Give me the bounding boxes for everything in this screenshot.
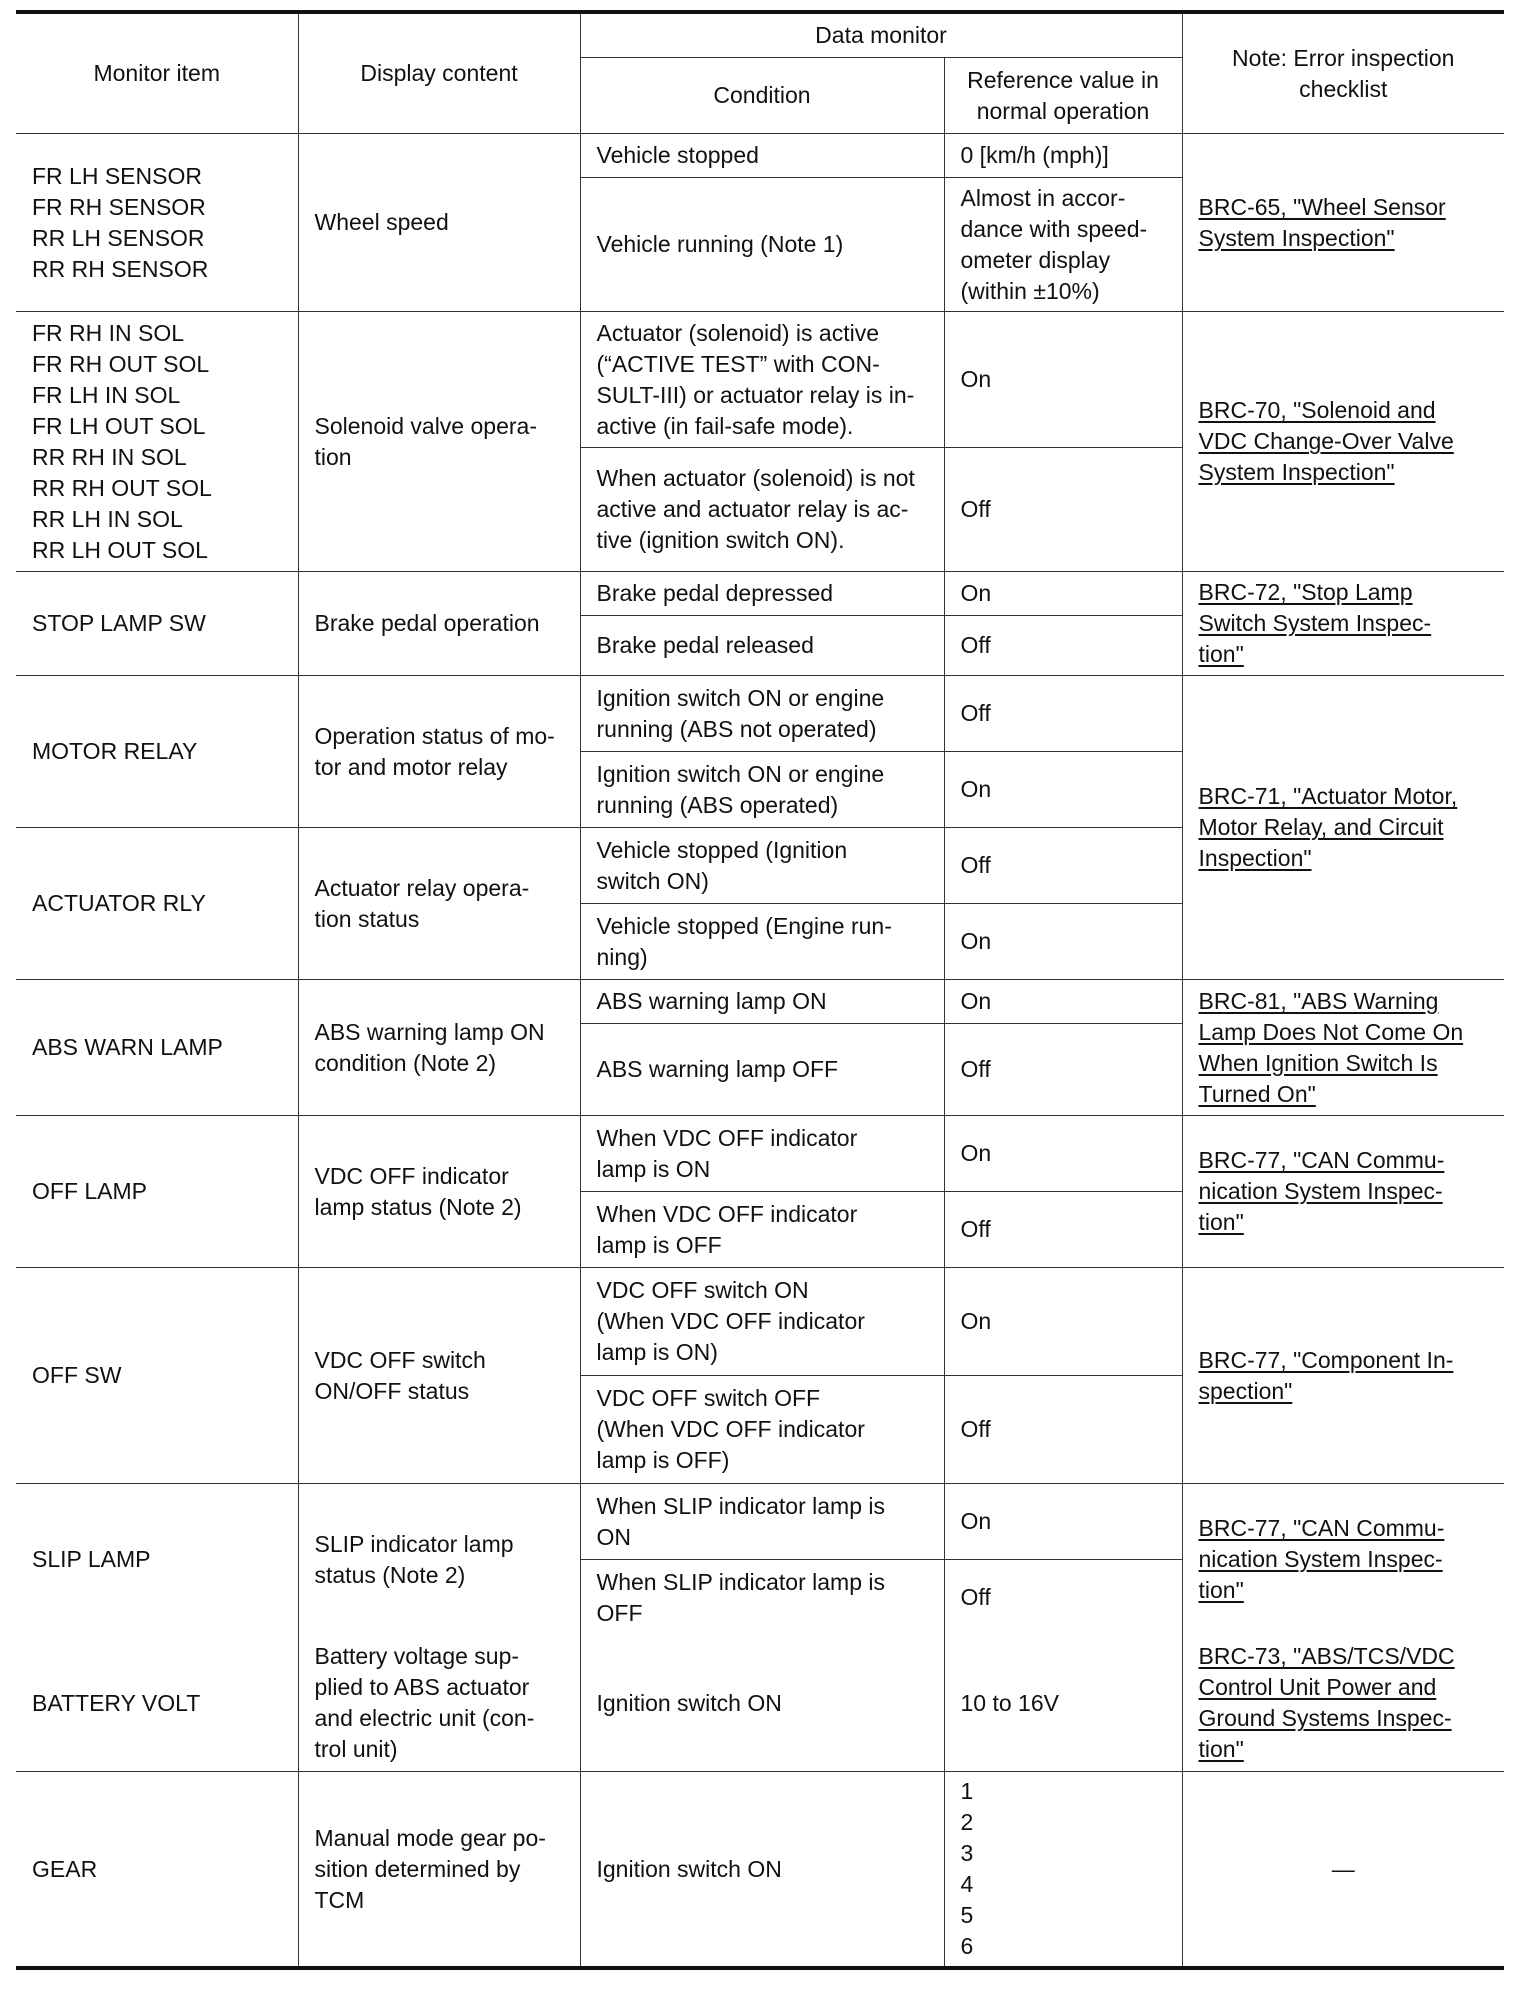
inspection-link[interactable]: BRC-70, "Solenoid and VDC Change-Over Valve System Inspection" (1198, 397, 1454, 485)
reference-value-cell: Off (944, 676, 1182, 752)
reference-value-cell: Off (944, 448, 1182, 572)
display-content-cell: ABS warning lamp ON condition (Note 2) (298, 980, 580, 1116)
monitor-item-cell: FR LH SENSOR FR RH SENSOR RR LH SENSOR RR RH SENSOR (16, 134, 298, 312)
display-content-cell: Brake pedal operation (298, 572, 580, 676)
note-cell (1182, 980, 1504, 1116)
condition-cell: When actuator (solenoid) is not active and actuator relay is ac- tive (ignition switch ON). (580, 448, 944, 572)
condition-cell: Actuator (solenoid) is active (“ACTIVE TEST” with CON- SULT-III) or actuator relay is in- active (in fail-safe mode). (580, 312, 944, 448)
reference-value-cell: On (944, 1484, 1182, 1560)
reference-value-cell: 0 [km/h (mph)] (944, 134, 1182, 178)
condition-cell: VDC OFF switch ON (When VDC OFF indicator lamp is ON) (580, 1268, 944, 1376)
table-row (16, 1772, 1504, 1969)
reference-value-cell: On (944, 980, 1182, 1024)
reference-value-cell: 1 2 3 4 5 6 (944, 1772, 1182, 1969)
reference-value-cell: On (944, 572, 1182, 616)
note-cell (1182, 134, 1504, 312)
table-row (16, 134, 1504, 178)
reference-value-cell: Off (944, 1024, 1182, 1116)
monitor-item-cell: STOP LAMP SW (16, 572, 298, 676)
display-content-cell: Wheel speed (298, 134, 580, 312)
monitor-item-cell: BATTERY VOLT (16, 1636, 298, 1772)
note-cell (1182, 1484, 1504, 1636)
header-note: Note: Error inspection checklist (1182, 12, 1504, 134)
table-row (16, 1116, 1504, 1192)
reference-value-cell: On (944, 904, 1182, 980)
condition-cell: Ignition switch ON (580, 1636, 944, 1772)
header-monitor-item: Monitor item (16, 12, 298, 134)
condition-cell: Vehicle running (Note 1) (580, 178, 944, 312)
inspection-link[interactable]: BRC-72, "Stop Lamp Switch System Inspec- tion" (1198, 579, 1432, 667)
note-cell (1182, 1268, 1504, 1484)
inspection-link[interactable]: BRC-81, "ABS Warning Lamp Does Not Come On When Ignition Switch Is Turned On" (1198, 987, 1464, 1107)
note-cell (1182, 312, 1504, 572)
condition-cell: Ignition switch ON or engine running (ABS not operated) (580, 676, 944, 752)
condition-cell: When SLIP indicator lamp is ON (580, 1484, 944, 1560)
header-display-content: Display content (298, 12, 580, 134)
monitor-item-cell: SLIP LAMP (16, 1484, 298, 1636)
table-row (16, 980, 1504, 1024)
reference-value-cell: 10 to 16V (944, 1636, 1182, 1772)
monitor-item-cell: MOTOR RELAY (16, 676, 298, 828)
inspection-link[interactable]: BRC-65, "Wheel Sensor System Inspection" (1198, 193, 1446, 251)
reference-value-cell: Off (944, 616, 1182, 676)
inspection-link[interactable]: BRC-77, "CAN Commu- nication System Inspec- tion" (1198, 1147, 1445, 1235)
inspection-link[interactable]: BRC-71, "Actuator Motor, Motor Relay, and Circuit Inspection" (1198, 783, 1458, 871)
monitor-item-cell: ABS WARN LAMP (16, 980, 298, 1116)
note-cell (1182, 1116, 1504, 1268)
table-row (16, 1636, 1504, 1772)
note-cell (1182, 1636, 1504, 1772)
condition-cell: ABS warning lamp OFF (580, 1024, 944, 1116)
display-content-cell: Battery voltage sup- plied to ABS actuator and electric unit (con- trol unit) (298, 1636, 580, 1772)
display-content-cell: VDC OFF switch ON/OFF status (298, 1268, 580, 1484)
reference-value-cell: Off (944, 828, 1182, 904)
reference-value-cell: On (944, 312, 1182, 448)
condition-cell: Vehicle stopped (Engine run- ning) (580, 904, 944, 980)
display-content-cell: SLIP indicator lamp status (Note 2) (298, 1484, 580, 1636)
reference-value-cell: Off (944, 1192, 1182, 1268)
reference-value-cell: Off (944, 1376, 1182, 1484)
condition-cell: Vehicle stopped (Ignition switch ON) (580, 828, 944, 904)
condition-cell: VDC OFF switch OFF (When VDC OFF indicator lamp is OFF) (580, 1376, 944, 1484)
condition-cell: Ignition switch ON (580, 1772, 944, 1969)
display-content-cell: VDC OFF indicator lamp status (Note 2) (298, 1116, 580, 1268)
monitor-item-cell: ACTUATOR RLY (16, 828, 298, 980)
monitor-item-cell: FR RH IN SOL FR RH OUT SOL FR LH IN SOL FR LH OUT SOL RR RH IN SOL RR RH OUT SOL RR LH IN SOL RR LH OUT SOL (16, 312, 298, 572)
reference-value-cell: On (944, 1268, 1182, 1376)
condition-cell: When VDC OFF indicator lamp is ON (580, 1116, 944, 1192)
condition-cell: Ignition switch ON or engine running (ABS operated) (580, 752, 944, 828)
monitor-item-cell: GEAR (16, 1772, 298, 1969)
header-data-monitor: Data monitor (580, 12, 1182, 58)
monitor-item-table (16, 10, 1504, 1970)
condition-cell: When SLIP indicator lamp is OFF (580, 1560, 944, 1636)
condition-cell: ABS warning lamp ON (580, 980, 944, 1024)
header-reference-value: Reference value in normal operation (944, 58, 1182, 134)
condition-cell: Vehicle stopped (580, 134, 944, 178)
table-row (16, 676, 1504, 752)
monitor-item-cell: OFF SW (16, 1268, 298, 1484)
inspection-link[interactable]: BRC-73, "ABS/TCS/VDC Control Unit Power and Ground Systems Inspec- tion" (1198, 1643, 1455, 1763)
reference-value-cell: On (944, 752, 1182, 828)
condition-cell: When VDC OFF indicator lamp is OFF (580, 1192, 944, 1268)
reference-value-cell: Almost in accor- dance with speed- ometer display (within ±10%) (944, 178, 1182, 312)
inspection-link[interactable]: BRC-77, "CAN Commu- nication System Inspec- tion" (1198, 1515, 1445, 1604)
table-row (16, 1268, 1504, 1376)
display-content-cell: Operation status of mo- tor and motor relay (298, 676, 580, 828)
monitor-item-cell: OFF LAMP (16, 1116, 298, 1268)
reference-value-cell: Off (944, 1560, 1182, 1636)
monitor-item-table-page (16, 10, 1504, 1970)
table-row (16, 1484, 1504, 1560)
display-content-cell: Actuator relay opera- tion status (298, 828, 580, 980)
display-content-cell: Manual mode gear po- sition determined by TCM (298, 1772, 580, 1969)
condition-cell: Brake pedal released (580, 616, 944, 676)
inspection-link[interactable]: BRC-77, "Component In- spection" (1198, 1346, 1454, 1404)
note-cell (1182, 572, 1504, 676)
display-content-cell: Solenoid valve opera- tion (298, 312, 580, 572)
note-cell (1182, 676, 1504, 980)
table-row (16, 572, 1504, 616)
reference-value-cell: On (944, 1116, 1182, 1192)
header-condition: Condition (580, 58, 944, 134)
note-cell: — (1182, 1772, 1504, 1969)
table-row (16, 312, 1504, 448)
condition-cell: Brake pedal depressed (580, 572, 944, 616)
